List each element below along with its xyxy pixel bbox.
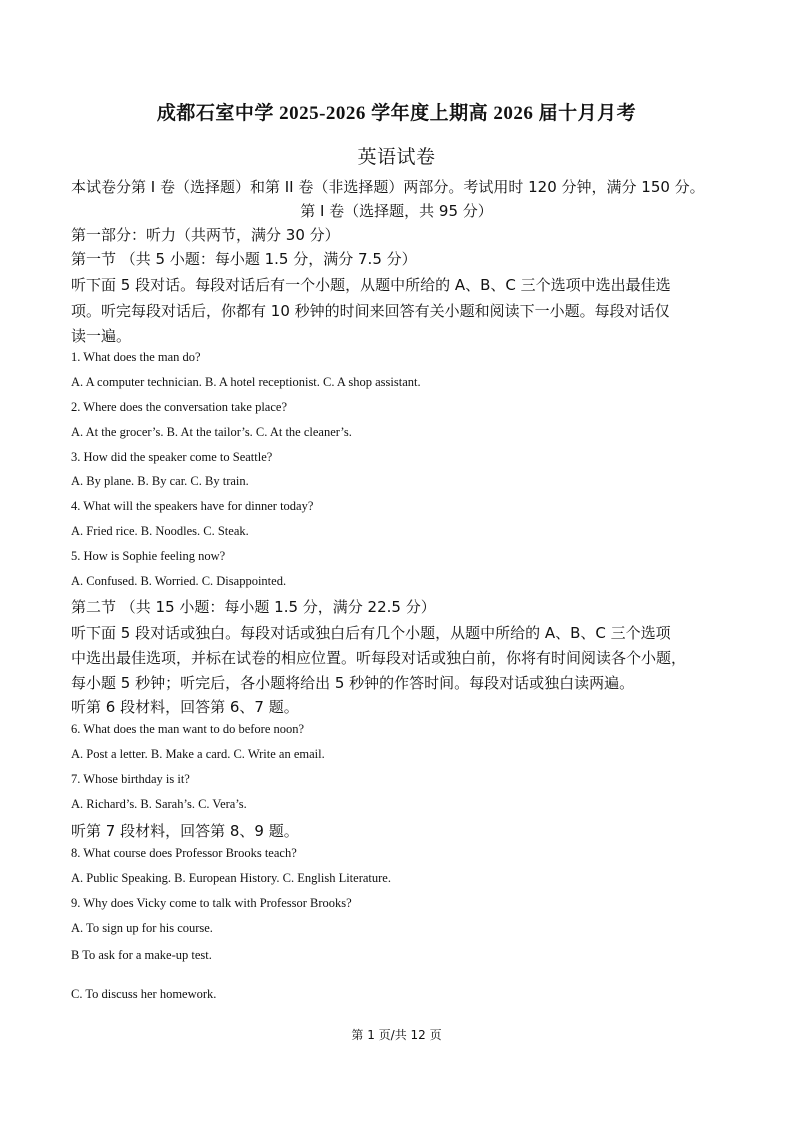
question: 5. How is Sophie feeling now? [71,549,226,563]
section1-instruction-line: 听下面 5 段对话。每段对话后有一个小题，从题中所给的 A、B、C 三个选项中选出最佳选 [71,276,671,294]
question: 1. What does the man do? [71,350,201,364]
question: 2. Where does the conversation take place? [71,400,287,414]
volume1-heading: 第 I 卷（选择题，共 95 分） [300,202,493,220]
section2-instruction-line: 每小题 5 秒钟；听完后，各小题将给出 5 秒钟的作答时间。每段对话或独白读两遍。 [71,674,635,692]
section1-instruction-line: 项。听完每段对话后，你都有 10 秒钟的时间来回答有关小题和阅读下一小题。每段对话仅 [71,302,670,320]
question: 8. What course does Professor Brooks teach? [71,846,297,860]
group-heading: 听第 7 段材料，回答第 8、9 题。 [71,822,299,840]
section2-instruction-line: 听下面 5 段对话或独白。每段对话或独白后有几个小题，从题中所给的 A、B、C 三个选项 [71,624,671,642]
question-options: A. By plane. B. By car. C. By train. [71,474,249,488]
question-options: A. Richard’s. B. Sarah’s. C. Vera’s. [71,797,247,811]
question-options: A. Public Speaking. B. European History. C. English Literature. [71,871,391,885]
page-number: 第 1 页/共 12 页 [351,1028,442,1042]
exam-title: 成都石室中学 2025-2026 学年度上期高 2026 届十月月考 [156,103,637,124]
question-options: A. Fried rice. B. Noodles. C. Steak. [71,524,249,538]
question-options: A. Confused. B. Worried. C. Disappointed. [71,574,287,588]
question-options: A. A computer technician. B. A hotel receptionist. C. A shop assistant. [71,375,421,389]
question: 7. Whose birthday is it? [71,772,190,786]
part1-heading: 第一部分：听力（共两节，满分 30 分） [71,226,340,244]
section2-heading: 第二节 （共 15 小题：每小题 1.5 分，满分 22.5 分） [71,598,436,616]
section1-instruction-line: 读一遍。 [71,327,132,345]
option: C. To discuss her homework. [71,987,217,1001]
question: 4. What will the speakers have for dinner today? [71,499,314,513]
question: 3. How did the speaker come to Seattle? [71,450,273,464]
option: A. To sign up for his course. [71,921,213,935]
section2-instruction-line: 中选出最佳选项，并标在试卷的相应位置。听每段对话或独白前，你将有时间阅读各个小题， [71,649,687,667]
section1-heading: 第一节 （共 5 小题：每小题 1.5 分，满分 7.5 分） [71,250,417,268]
question-options: A. At the grocer’s. B. At the tailor’s. C. At the cleaner’s. [71,425,352,439]
option: B To ask for a make-up test. [71,948,212,962]
group-heading: 听第 6 段材料，回答第 6、7 题。 [71,698,299,716]
question: 6. What does the man want to do before noon? [71,722,305,736]
question-options: A. Post a letter. B. Make a card. C. Write an email. [71,747,325,761]
exam-intro: 本试卷分第 I 卷（选择题）和第 II 卷（非选择题）两部分。考试用时 120 分钟，满分 150 分。 [71,178,705,196]
question: 9. Why does Vicky come to talk with Professor Brooks? [71,896,352,910]
exam-subject: 英语试卷 [357,147,436,168]
